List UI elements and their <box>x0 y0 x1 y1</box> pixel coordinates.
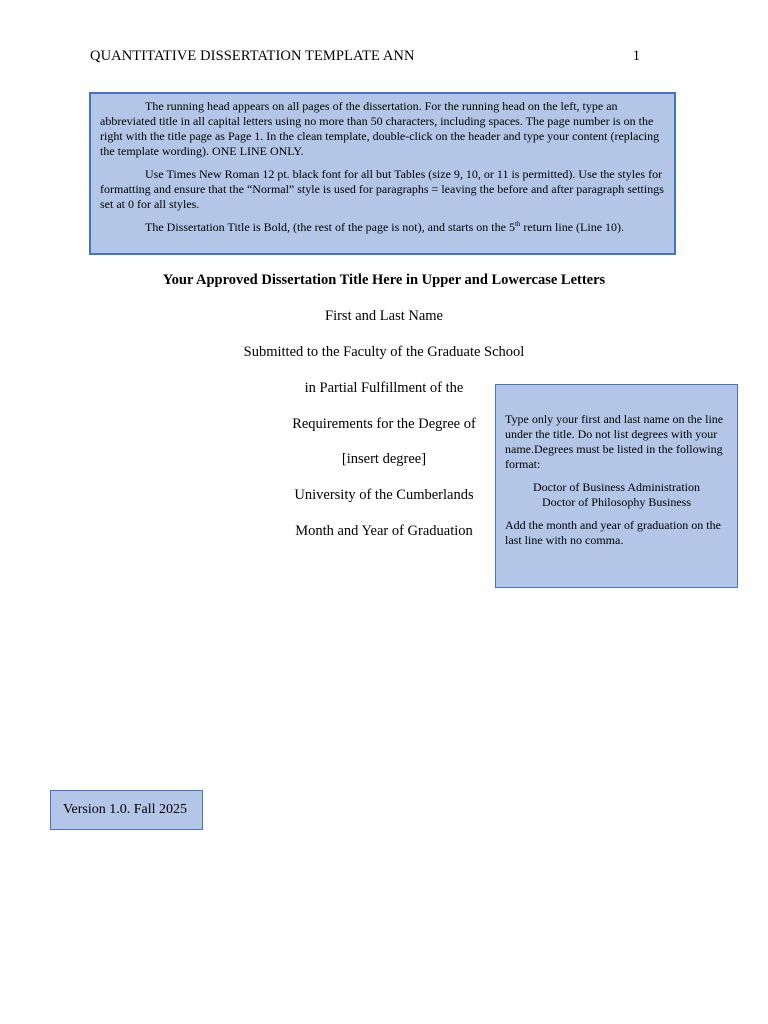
instruction-paragraph-running-head: The running head appears on all pages of the dissertation. For the running head on the left, type an abbreviated title in all capital letters using no more than 50 characters, including spaces. The page number is on the right with the title page as Page 1. In the clean template, double-click on the header and type your content (replacing the template wording). ONE LINE ONLY. <box>100 99 660 158</box>
running-head-title: QUANTITATIVE DISSERTATION TEMPLATE ANN <box>90 48 415 64</box>
instruction-name-degree: Type only your first and last name on the line under the title. Do not list degrees with your name.Degrees must be listed in the following format: <box>505 412 724 471</box>
instruction-paragraph-font: Use Times New Roman 12 pt. black font for all but Tables (size 9, 10, or 11 is permitted). Use the styles for formatting and ensure that the “Normal” style is used for paragraphs = leaving the before and after paragraph settings set at 0 for all styles. <box>100 167 664 211</box>
graduation-line: Month and Year of Graduation <box>295 523 473 539</box>
running-head-instructions-note <box>89 92 676 255</box>
name-degree-instructions-note <box>495 384 738 588</box>
partial-fulfillment-line: in Partial Fulfillment of the <box>304 380 464 396</box>
instruction-title-bold-text: The Dissertation Title is Bold, (the rest of the page is not), and starts on the 5 <box>145 220 515 234</box>
ordinal-suffix: th <box>514 220 521 228</box>
university-line: University of the Cumberlands <box>294 487 474 503</box>
dissertation-title: Your Approved Dissertation Title Here in Upper and Lowercase Letters <box>162 272 606 288</box>
submitted-to-line: Submitted to the Faculty of the Graduate School <box>243 344 525 360</box>
requirements-line: Requirements for the Degree of <box>292 416 476 432</box>
degree-example-business-administration: Doctor of Business Administration <box>533 480 700 494</box>
instruction-graduation-date: Add the month and year of graduation on the last line with no comma. <box>505 518 721 547</box>
instruction-paragraph-title-bold <box>100 220 665 235</box>
instruction-title-bold-text-end: return line (Line 10). <box>520 220 625 234</box>
page-number: 1 <box>632 48 640 64</box>
degree-line: [insert degree] <box>341 451 427 467</box>
degree-example-philosophy: Doctor of Philosophy Business <box>541 495 691 509</box>
version-note: Version 1.0. Fall 2025 <box>50 790 203 830</box>
author-name: First and Last Name <box>325 308 443 324</box>
